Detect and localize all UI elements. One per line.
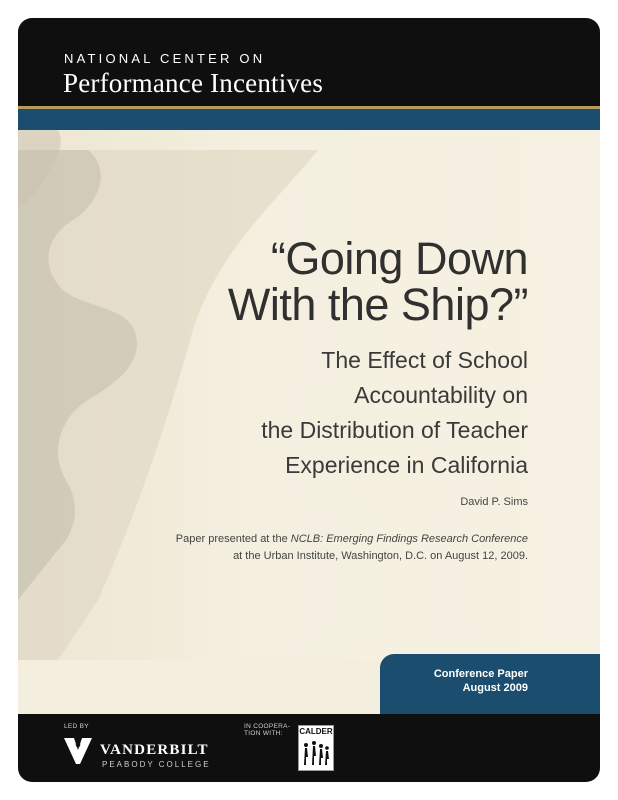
subtitle-line-4: Experience in California (285, 452, 528, 478)
footer-bar (18, 714, 600, 782)
author-name: David P. Sims (460, 496, 528, 508)
title-line-2: With the Ship?” (227, 279, 528, 330)
led-by-label: LED BY (64, 723, 89, 730)
org-name-main: Performance Incentives (63, 68, 324, 98)
paper-type-label: Conference Paper (433, 668, 528, 680)
cooperation-label (244, 723, 290, 737)
cooperation-line-1: IN COOPERA- (244, 723, 291, 730)
calder-logo (298, 725, 334, 771)
venue-line-2: at the Urban Institute, Washington, D.C. on August 12, 2009. (233, 550, 528, 562)
vanderbilt-logo-icon (63, 736, 93, 766)
subtitle-line-3: the Distribution of Teacher (261, 417, 528, 443)
venue-prefix: Paper presented at the (175, 533, 291, 545)
cooperation-line-2: TION WITH: (244, 730, 283, 737)
org-name-top: NATIONAL CENTER ON (64, 51, 266, 66)
main-title (227, 233, 528, 330)
paper-date-label: August 2009 (462, 682, 528, 694)
header-bar (18, 18, 600, 106)
conference-name: NCLB: Emerging Findings Research Conference (290, 533, 528, 545)
subtitle (261, 343, 528, 483)
peabody-wordmark: PEABODY COLLEGE (102, 760, 211, 769)
venue-line-1 (176, 531, 528, 548)
blue-band (18, 109, 600, 130)
calder-figures-icon (299, 737, 333, 769)
calder-wordmark: CALDER (299, 727, 333, 736)
cover-page (18, 18, 600, 782)
subtitle-line-2: Accountability on (354, 382, 528, 408)
title-line-1: “Going Down (270, 233, 528, 284)
subtitle-line-1: The Effect of School (321, 347, 528, 373)
vanderbilt-wordmark: VANDERBILT (100, 742, 209, 758)
venue-note (176, 531, 528, 565)
